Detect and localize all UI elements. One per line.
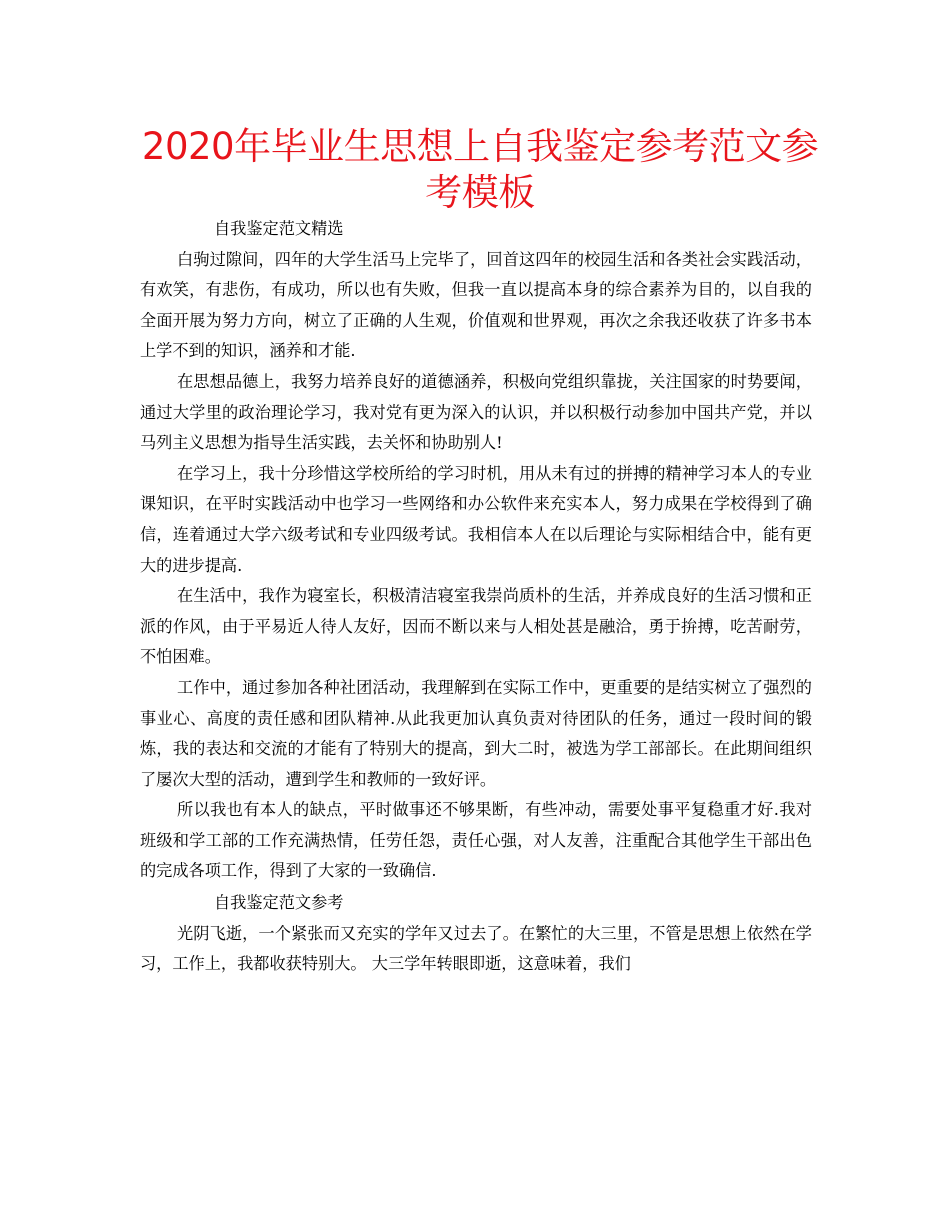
paragraph: 所以我也有本人的缺点，平时做事还不够果断，有些冲动，需要处事平复稳重才好.我对班级和学工部的工作充满热情，任劳任怨，责任心强，对人友善，注重配合其他学生干部出色的完成各项工作，得到了大家的一致确信.: [140, 800, 812, 881]
paragraph: 在思想品德上，我努力培养良好的道德涵养，积极向党组织靠拢，关注国家的时势要闻，通过大学里的政治理论学习，我对党有更为深入的认识，并以积极行动参加中国共产党，并以马列主义思想为指导生活实践，去关怀和协助别人!: [140, 371, 812, 453]
document-title: 2020年毕业生思想上自我鉴定参考范文参考模板: [141, 125, 819, 214]
section-subheading: 自我鉴定范文参考: [214, 893, 344, 913]
paragraph: 白驹过隙间，四年的大学生活马上完毕了，回首这四年的校园生活和各类社会实践活动，有欢笑，有悲伤，有成功，所以也有失败，但我一直以提高本身的综合素养为目的，以自我的全面开展为努力方向，树立了正确的人生观，价值观和世界观，再次之余我还收获了许多书本上学不到的知识，涵养和才能.: [140, 249, 812, 361]
document-body: [140, 214, 812, 980]
paragraph: 工作中，通过参加各种社团活动，我理解到在实际工作中，更重要的是结实树立了强烈的事业心、高度的责任感和团队精神.从此我更加认真负责对待团队的任务，通过一段时间的锻炼，我的表达和交流的才能有了特别大的提高，到大二时，被选为学工部部长。在此期间组织了屡次大型的活动，遭到学生和教师的一致好评。: [140, 677, 812, 789]
section-subheading: 自我鉴定范文精选: [214, 219, 344, 238]
paragraph: 在学习上，我十分珍惜这学校所给的学习时机，用从未有过的拼搏的精神学习本人的专业课知识，在平时实践活动中也学习一些网络和办公软件来充实本人，努力成果在学校得到了确信，连着通过大学六级考试和专业四级考试。我相信本人在以后理论与实际相结合中，能有更大的进步提高.: [140, 463, 812, 575]
paragraph: 在生活中，我作为寝室长，积极清洁寝室我崇尚质朴的生活，并养成良好的生活习惯和正派的作风，由于平易近人待人友好，因而不断以来与人相处甚是融洽，勇于拚搏，吃苦耐劳，不怕困难。: [140, 586, 812, 667]
paragraph: 光阴飞逝，一个紧张而又充实的学年又过去了。在繁忙的大三里，不管是思想上依然在学习，工作上，我都收获特别大。 大三学年转眼即逝，这意味着，我们: [140, 923, 812, 974]
